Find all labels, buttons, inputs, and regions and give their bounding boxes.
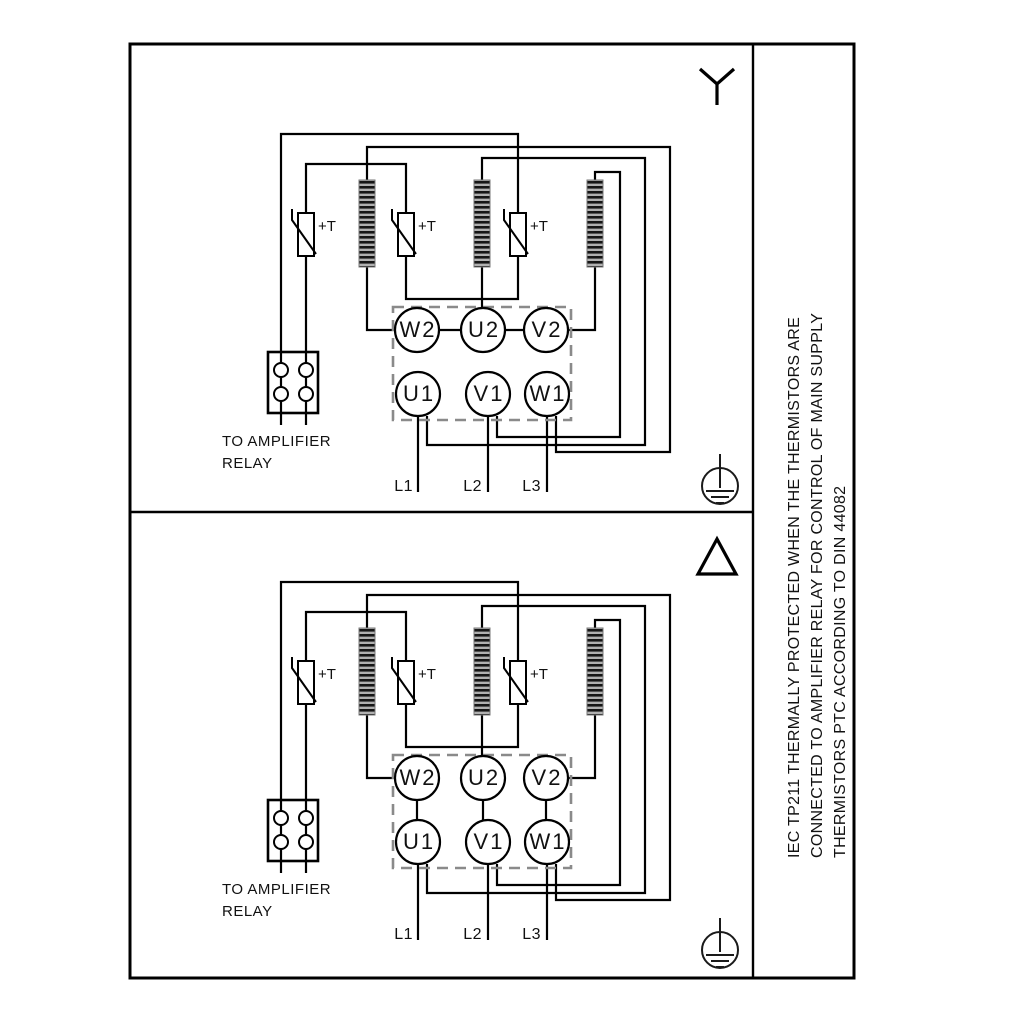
- sidebar-note-line3: THERMISTORS PTC ACCORDING TO DIN 44082: [832, 485, 849, 858]
- star-icon: [700, 69, 734, 105]
- panel-delta-connection: [222, 539, 738, 968]
- ground-icon: [702, 454, 738, 504]
- panel-star-connection: [222, 69, 738, 504]
- sidebar-note-line1: IEC TP211 THERMALLY PROTECTED WHEN THE THERMISTORS ARE: [786, 316, 803, 858]
- delta-icon: [698, 539, 736, 574]
- sidebar-note: [786, 313, 849, 858]
- delta-bridge-links: [417, 800, 546, 820]
- panel-base-instance-star: [222, 134, 670, 495]
- sidebar-note-line2: CONNECTED TO AMPLIFIER RELAY FOR CONTROL OF MAIN SUPPLY: [809, 312, 826, 858]
- ground-icon: [702, 918, 738, 968]
- panel-base-instance-delta: [222, 582, 670, 943]
